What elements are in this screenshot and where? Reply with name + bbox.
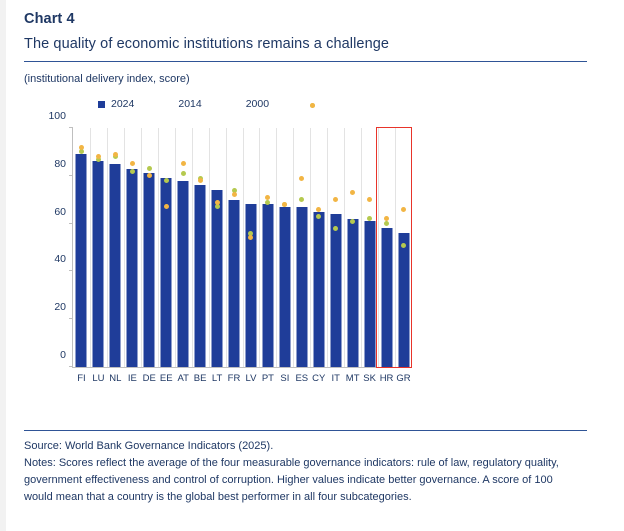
- legend-circle-2000-icon: [310, 103, 315, 108]
- x-axis-tick-label: AT: [177, 373, 189, 384]
- marker-2000: [367, 197, 372, 202]
- marker-2000: [181, 161, 186, 166]
- source-note: Source: World Bank Governance Indicators (2025).: [24, 440, 274, 452]
- legend-label-2014: 2014: [178, 98, 202, 110]
- marker-2000: [333, 197, 338, 202]
- marker-2014: [299, 197, 304, 202]
- gridline: [344, 128, 345, 367]
- gridline: [192, 128, 193, 367]
- legend-item-2014: [178, 98, 201, 110]
- legend-square-icon: [98, 101, 105, 108]
- x-axis-tick-label: ES: [295, 373, 309, 384]
- marker-2014: [181, 171, 186, 176]
- bar-2024: [93, 161, 104, 367]
- bar-column: [90, 128, 107, 384]
- marker-2014: [164, 178, 169, 183]
- bar-2024: [110, 164, 121, 367]
- x-axis-tick-label: MT: [345, 373, 360, 384]
- bar-2024: [127, 169, 138, 367]
- bar-2024: [76, 154, 87, 367]
- legend-label-2000: 2000: [245, 98, 270, 110]
- chart-content: [24, 0, 600, 531]
- y-axis-tick-mark: [69, 223, 73, 224]
- marker-2000: [232, 192, 237, 197]
- chart-units-label: (institutional delivery index, score): [24, 73, 190, 85]
- bar-2024: [212, 190, 223, 367]
- chart-legend: [98, 98, 600, 110]
- gridline: [107, 128, 108, 367]
- bar-column: [73, 128, 90, 384]
- bar-column: [175, 128, 192, 384]
- x-axis-tick-label: LT: [211, 373, 223, 384]
- gridline: [293, 128, 294, 367]
- y-axis-tick-label: 20: [54, 301, 66, 314]
- y-axis-tick-label: 60: [54, 205, 66, 218]
- marker-2000: [401, 207, 406, 212]
- y-axis-tick-mark: [69, 127, 73, 128]
- y-axis-tick-label: 40: [54, 253, 66, 266]
- marker-2000: [79, 145, 84, 150]
- x-axis-tick-label: SI: [280, 373, 290, 384]
- gridline: [276, 128, 277, 367]
- bar-column: [226, 128, 243, 384]
- marker-2000: [265, 195, 270, 200]
- bar-2024: [245, 204, 256, 367]
- bar-column: [243, 128, 260, 384]
- gridline: [395, 128, 396, 367]
- marker-2014: [350, 219, 355, 224]
- y-axis-tick-label: 80: [54, 157, 66, 170]
- bar-2024: [313, 212, 324, 367]
- y-axis-tick-mark: [69, 366, 73, 367]
- bar-column: [293, 128, 310, 384]
- x-axis-tick-label: LV: [245, 373, 257, 384]
- gridline: [90, 128, 91, 367]
- gridline: [259, 128, 260, 367]
- gridline: [361, 128, 362, 367]
- x-axis-tick-label: HR: [379, 373, 394, 384]
- marker-2014: [401, 243, 406, 248]
- bar-column: [378, 128, 395, 384]
- legend-label-2024: 2024: [111, 98, 135, 110]
- gridline: [243, 128, 244, 367]
- chart-title: The quality of economic institutions remains a challenge: [24, 36, 390, 52]
- marker-2000: [299, 176, 304, 181]
- bar-column: [141, 128, 158, 384]
- legend-item-2024: [98, 98, 134, 110]
- x-axis-tick-label: PT: [261, 373, 274, 384]
- x-axis-tick-label: FR: [227, 373, 241, 384]
- bar-2024: [195, 185, 206, 367]
- gridline: [124, 128, 125, 367]
- marker-2000: [113, 152, 118, 157]
- marker-2014: [384, 221, 389, 226]
- notes-text: Notes: Scores reflect the average of the four measurable governance indicators: rule of law, regulatory quality, government effectiveness and control of corruption. Higher values indicate better governance. A score of 100 would mean that a country is the global best performer in all four subcategories.: [24, 457, 559, 504]
- y-axis-tick-mark: [69, 175, 73, 176]
- bar-column: [327, 128, 344, 384]
- title-divider: [24, 61, 587, 62]
- y-axis-tick-label: 0: [60, 349, 66, 361]
- marker-2000: [350, 190, 355, 195]
- gridline: [175, 128, 176, 367]
- gridline: [378, 128, 379, 367]
- y-axis-tick-label: 100: [48, 110, 66, 122]
- gridline: [141, 128, 142, 367]
- legend-item-2000: [246, 98, 269, 110]
- bar-2024: [279, 207, 290, 367]
- bar-2024: [330, 214, 341, 367]
- marker-2014: [147, 166, 152, 171]
- plot-area: [48, 110, 412, 384]
- marker-2000: [215, 200, 220, 205]
- x-axis-tick-label: GR: [396, 373, 411, 384]
- x-axis-tick-label: BE: [193, 373, 207, 384]
- bar-2024: [296, 207, 307, 367]
- x-axis-tick-label: SK: [363, 373, 376, 384]
- marker-2000: [130, 161, 135, 166]
- bar-column: [361, 128, 378, 384]
- gridline: [209, 128, 210, 367]
- chart-number-label: Chart 4: [24, 11, 75, 27]
- bar-column: [259, 128, 276, 384]
- x-axis-tick-label: NL: [109, 373, 122, 384]
- bar-column: [107, 128, 124, 384]
- bar-2024: [144, 173, 155, 367]
- x-axis-tick-label: IE: [127, 373, 137, 384]
- marker-2000: [198, 178, 203, 183]
- y-axis-tick-mark: [69, 270, 73, 271]
- bar-column: [192, 128, 209, 384]
- left-accent-bar: [0, 0, 6, 531]
- x-axis-tick-label: CY: [312, 373, 326, 384]
- gridline: [226, 128, 227, 367]
- bar-column: [124, 128, 141, 384]
- gridline: [327, 128, 328, 367]
- bar-column: [209, 128, 226, 384]
- bar-column: [158, 128, 175, 384]
- bar-column: [395, 128, 412, 384]
- bar-2024: [347, 219, 358, 367]
- footer-divider: [24, 430, 587, 431]
- x-axis-tick-label: FI: [77, 373, 86, 384]
- bar-2024: [262, 204, 273, 367]
- bar-2024: [398, 233, 409, 367]
- plot-area-wrapper: [24, 110, 584, 390]
- bar-2024: [381, 228, 392, 367]
- x-axis-tick-label: LU: [92, 373, 105, 384]
- bar-column: [310, 128, 327, 384]
- x-axis-tick-label: DE: [142, 373, 156, 384]
- marker-2014: [130, 169, 135, 174]
- gridline: [310, 128, 311, 367]
- x-axis-tick-label: EE: [159, 373, 173, 384]
- bar-column: [276, 128, 293, 384]
- marker-2014: [215, 204, 220, 209]
- bar-2024: [229, 200, 240, 367]
- bar-2024: [178, 181, 189, 367]
- bar-2024: [364, 221, 375, 367]
- gridline: [158, 128, 159, 367]
- bar-column: [344, 128, 361, 384]
- marker-2000: [384, 216, 389, 221]
- y-axis-tick-mark: [69, 318, 73, 319]
- x-axis-tick-label: IT: [331, 373, 340, 384]
